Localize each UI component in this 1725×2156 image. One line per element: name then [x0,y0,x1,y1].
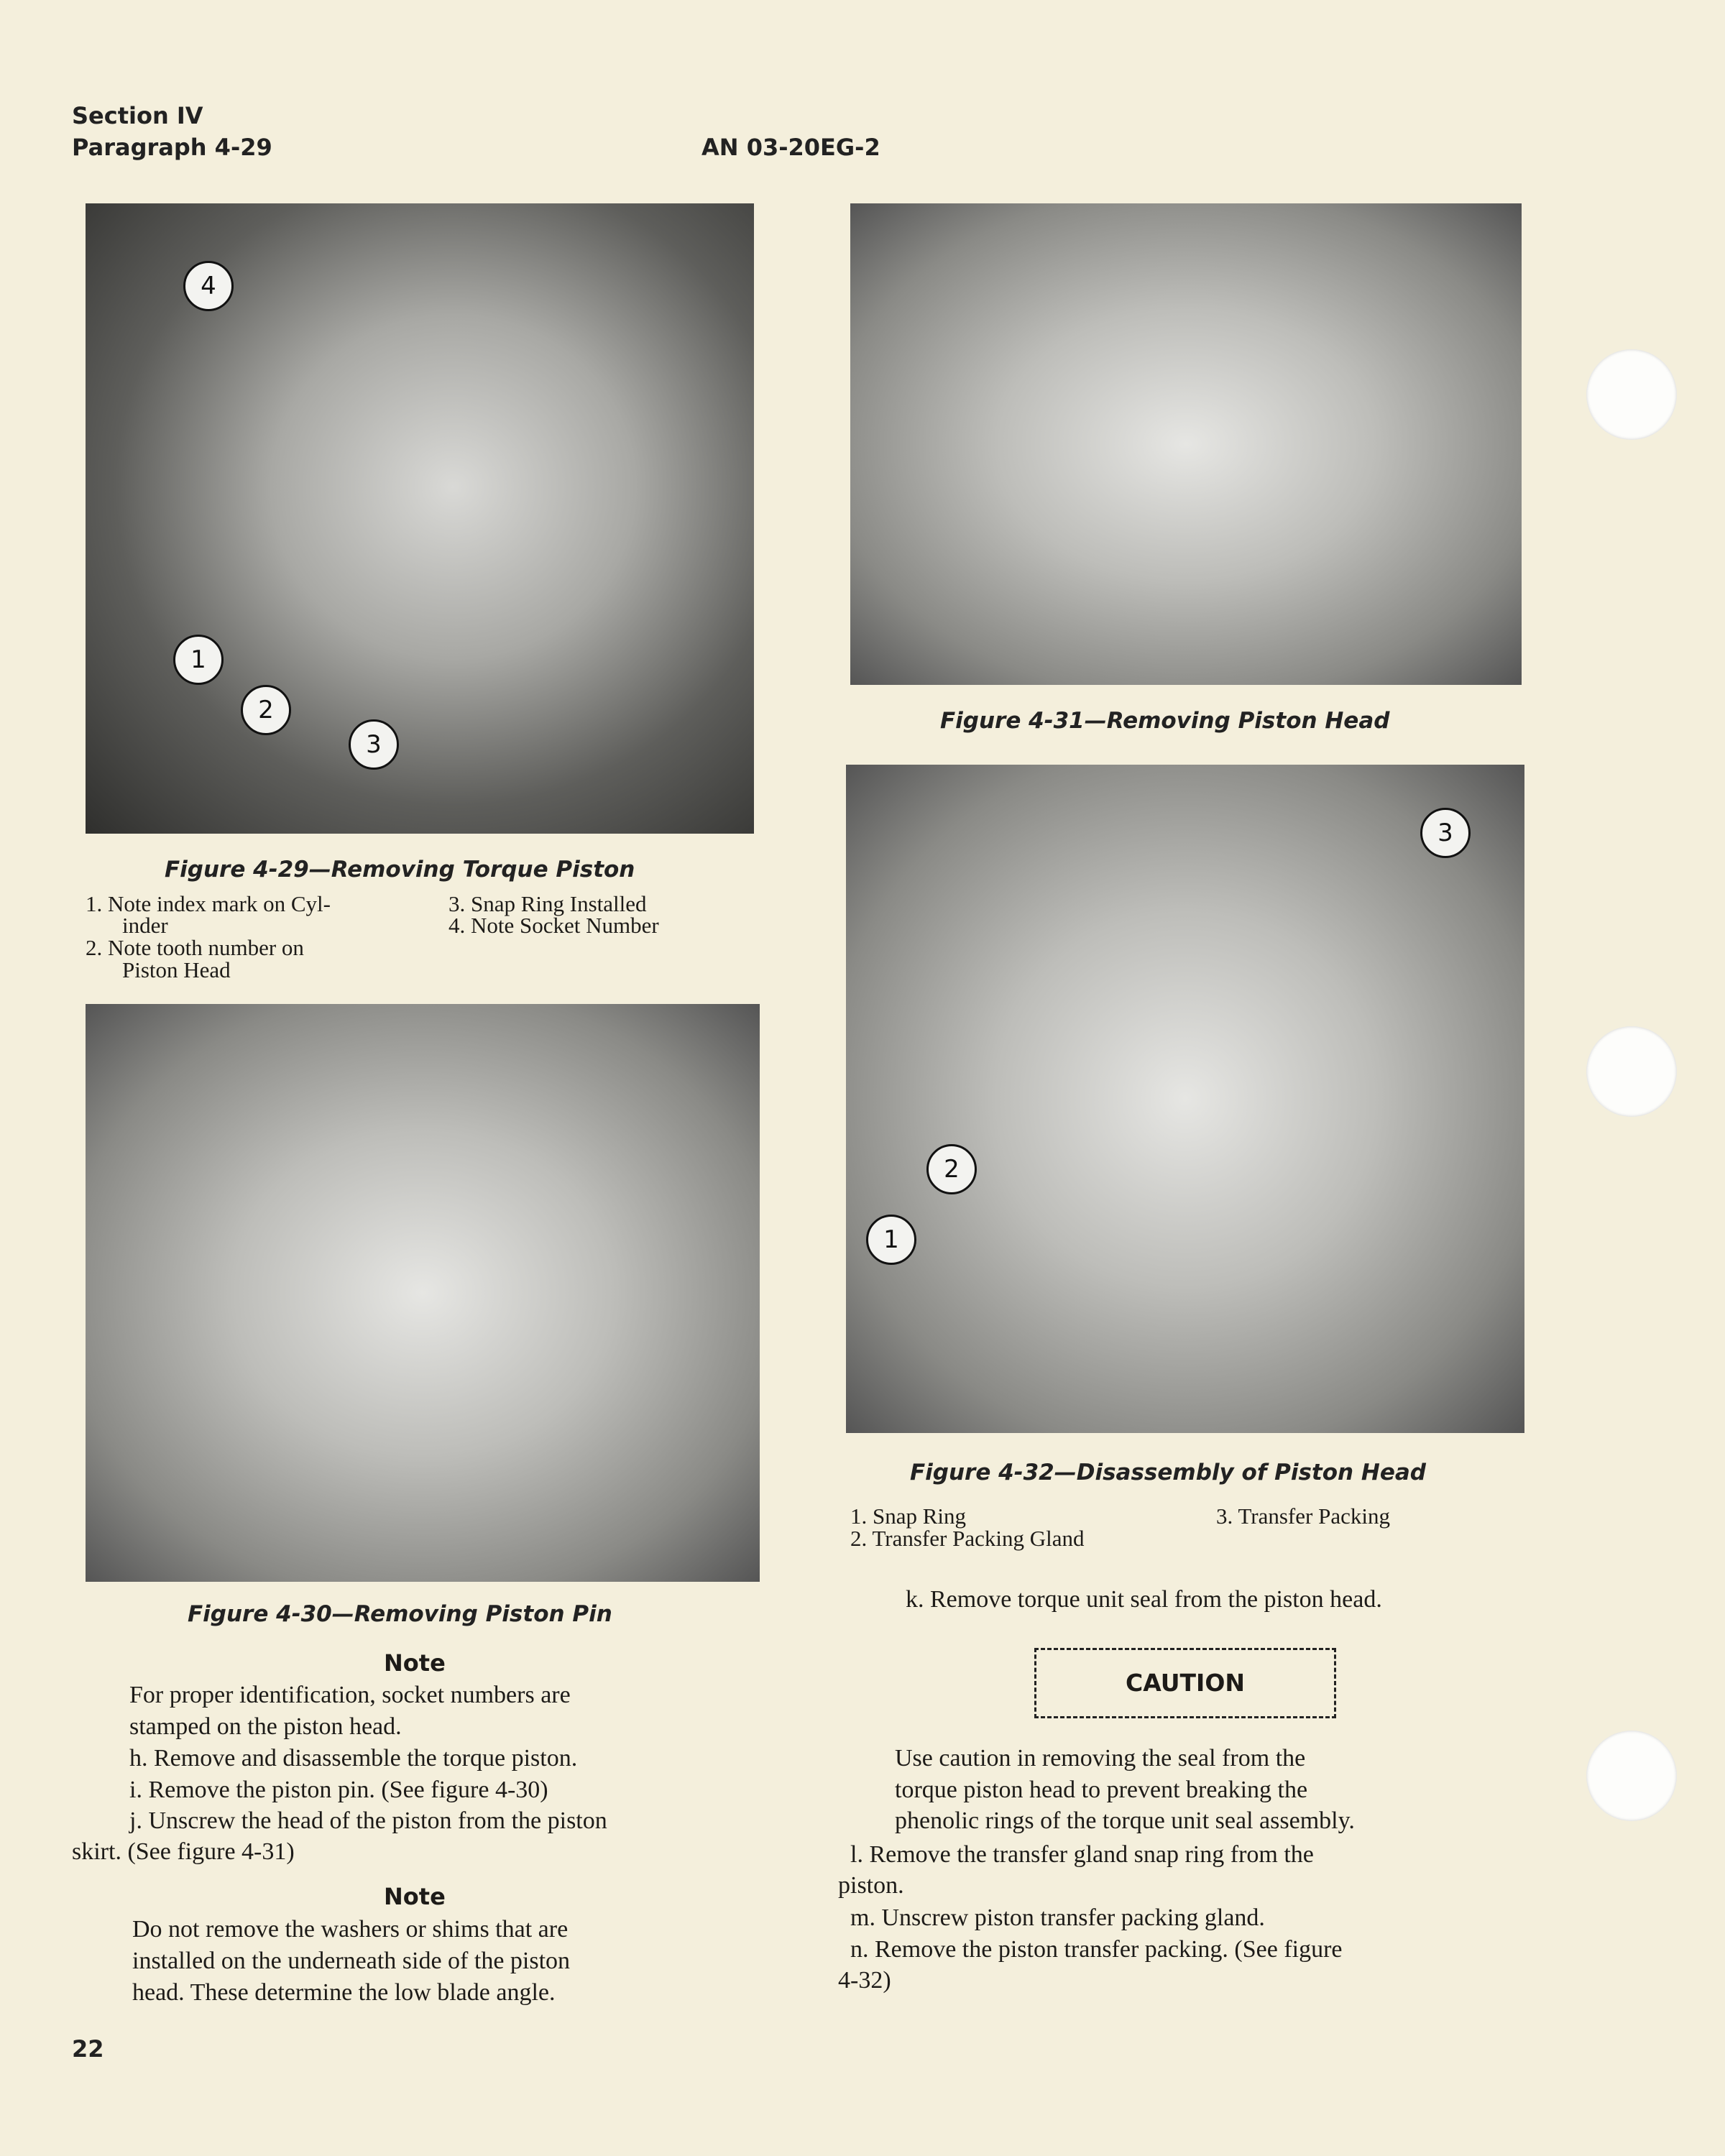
callout-1: 1 [173,635,224,685]
note-text: For proper identification, socket numbers are [129,1682,571,1708]
step-l-cont: piston. [838,1872,904,1899]
step-n: n. Remove the piston transfer packing. (See figure [850,1936,1343,1963]
legend-item: 3. Transfer Packing [1216,1503,1390,1529]
callout-3: 3 [1420,808,1471,858]
figure-4-32-caption: Figure 4-32—Disassembly of Piston Head [910,1460,1426,1485]
legend-item: Piston Head [122,957,231,982]
legend-item: inder [122,913,168,938]
caution-text: torque piston head to prevent breaking the [895,1777,1308,1803]
figure-4-30-caption: Figure 4-30—Removing Piston Pin [188,1601,612,1627]
note-text: Do not remove the washers or shims that are [132,1916,569,1943]
caution-text: phenolic rings of the torque unit seal assembly. [895,1807,1355,1834]
callout-3: 3 [349,719,399,770]
legend-item: 1. Snap Ring [850,1503,967,1529]
step-n-cont: 4-32) [838,1967,891,1994]
note-text: head. These determine the low blade angle. [132,1979,556,2006]
page-number: 22 [72,2035,104,2063]
document-number: AN 03-20EG-2 [702,134,880,161]
step-j: j. Unscrew the head of the piston from the piston [129,1807,607,1834]
legend-item: 1. Note index mark on Cyl- [86,891,331,916]
note-text: stamped on the piston head. [129,1713,402,1740]
step-i: i. Remove the piston pin. (See figure 4-30) [129,1777,548,1803]
step-j-cont: skirt. (See figure 4-31) [72,1838,295,1865]
note-heading: Note [384,1883,446,1910]
punch-hole [1586,349,1677,440]
figure-4-32-photo [846,765,1524,1433]
legend-item: 2. Transfer Packing Gland [850,1526,1085,1551]
punch-hole [1586,1731,1677,1821]
step-k: k. Remove torque unit seal from the piston head. [906,1586,1382,1613]
caution-box: CAUTION [1034,1648,1336,1718]
section-label: Section IV [72,102,203,129]
note-heading: Note [384,1649,446,1677]
step-l: l. Remove the transfer gland snap ring from the [850,1841,1314,1868]
note-text: installed on the underneath side of the piston [132,1948,571,1974]
legend-item: 4. Note Socket Number [448,913,659,938]
step-m: m. Unscrew piston transfer packing gland. [850,1904,1265,1931]
figure-4-31-caption: Figure 4-31—Removing Piston Head [940,708,1390,734]
figure-4-30-photo [86,1004,760,1582]
figure-4-31-photo [850,203,1522,685]
legend-item: 3. Snap Ring Installed [448,891,647,916]
figure-4-29-caption: Figure 4-29—Removing Torque Piston [165,857,635,883]
step-h: h. Remove and disassemble the torque piston. [129,1745,578,1772]
figure-4-29-photo [86,203,754,834]
legend-item: 2. Note tooth number on [86,935,304,960]
punch-hole [1586,1026,1677,1117]
callout-1: 1 [866,1215,916,1265]
paragraph-label: Paragraph 4-29 [72,134,272,161]
caution-text: Use caution in removing the seal from the [895,1745,1306,1772]
callout-2: 2 [926,1144,977,1194]
callout-2: 2 [241,685,291,735]
callout-4: 4 [183,261,234,311]
